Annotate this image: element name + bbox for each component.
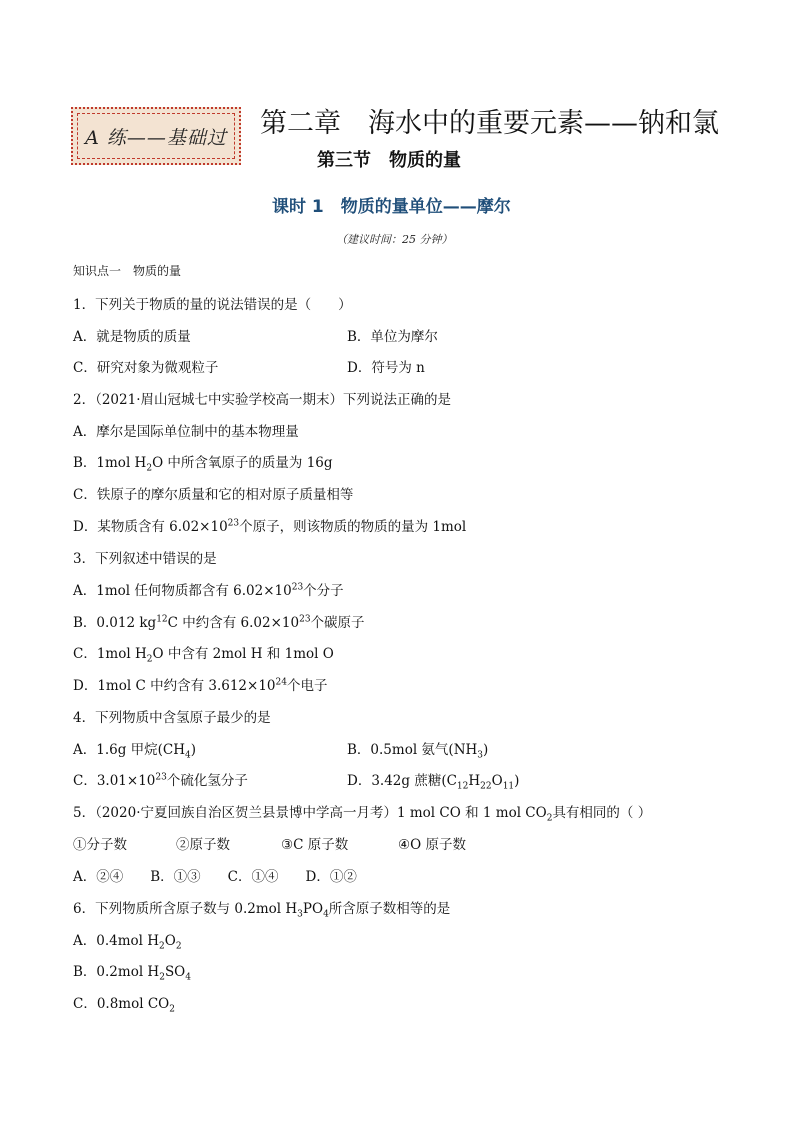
badge-inner-border	[77, 113, 235, 159]
q1-stem: 1．下列关于物质的量的说法错误的是（ ）	[73, 297, 352, 313]
q2-stem: 2．（2021·眉山冠城七中实验学校高一期末）下列说法正确的是	[73, 392, 451, 408]
q6-option-a: A．0.4mol $H_2O_2$	[73, 933, 182, 952]
q3-option-c: C．1mol $H_2O$ 中含有 2mol H 和 1mol O	[73, 646, 334, 665]
q2-option-c: C．铁原子的摩尔质量和它的相对原子质量相等	[73, 487, 354, 503]
q5-option-4: ④O 原子数	[398, 837, 466, 853]
q4-stem: 4．下列物质中含氢原子最少的是	[73, 710, 271, 726]
q4-option-c: C．$3.01\times 10^{23}$个硫化氢分子	[73, 772, 248, 789]
q5-option-2: ②原子数	[176, 837, 230, 853]
q5-option-3: ③C 原子数	[281, 837, 349, 853]
q1-option-a: A．就是物质的质量	[73, 329, 191, 345]
q4-option-a: A．1.6g 甲烷$(CH_4)$	[73, 742, 197, 761]
q6-stem: 6．下列物质所含原子数与 0.2mol $H_3PO_4$所含原子数相等的是	[73, 901, 451, 920]
section-title: 第三节 物质的量	[317, 150, 461, 171]
q3-option-b: B．0.012 $kg^{12}C$ 中约含有 $6.02\times 10^{23}$个碳原子	[73, 614, 365, 631]
q6-option-b: B．0.2mol $H_2SO_4$	[73, 964, 191, 983]
q5-option-1: ①分子数	[73, 837, 127, 853]
q5-stem: 5．（2020·宁夏回族自治区贺兰县景博中学高一月考）1 mol CO 和 1 mol $CO_2$具有相同的（ ）	[73, 805, 652, 824]
q4-option-b: B．0.5mol 氨气$(NH_3)$	[347, 742, 489, 761]
knowledge-point-title: 知识点一 物质的量	[73, 264, 182, 278]
lesson-title: 课时 1 物质的量单位——摩尔	[272, 197, 511, 217]
q4-option-d: D．3.42g 蔗糖$(C_{12}H_{22}O_{11})$	[347, 773, 520, 792]
badge-text: A 练——基础过	[85, 126, 227, 149]
q1-option-c: C．研究对象为微观粒子	[73, 360, 219, 376]
q1-option-b: B．单位为摩尔	[347, 329, 438, 345]
section-badge	[71, 107, 241, 165]
q2-option-a: A．摩尔是国际单位制中的基本物理量	[73, 424, 299, 440]
q3-option-d: D．1mol C 中约含有 $3.612\times 10^{24}$个电子	[73, 677, 328, 694]
chapter-title: 第二章 海水中的重要元素——钠和氯	[260, 108, 719, 139]
q1-option-d: D．符号为 n	[347, 360, 425, 376]
q2-option-b: B．1mol $H_2O$ 中所含氧原子的质量为 16g	[73, 455, 333, 474]
time-note: （建议时间：25 分钟）	[336, 233, 453, 246]
q5-choices: A．②④ B．①③ C．①④ D．①②	[73, 869, 357, 885]
q3-stem: 3．下列叙述中错误的是	[73, 551, 217, 567]
q6-option-c: C．0.8mol $CO_2$	[73, 996, 175, 1015]
q3-option-a: A．1mol 任何物质都含有 $6.02\times 10^{23}$个分子	[73, 582, 344, 599]
q2-option-d: D．某物质含有 $6.02\times 10^{23}$个原子，则该物质的物质的量为 1mol	[73, 518, 467, 535]
